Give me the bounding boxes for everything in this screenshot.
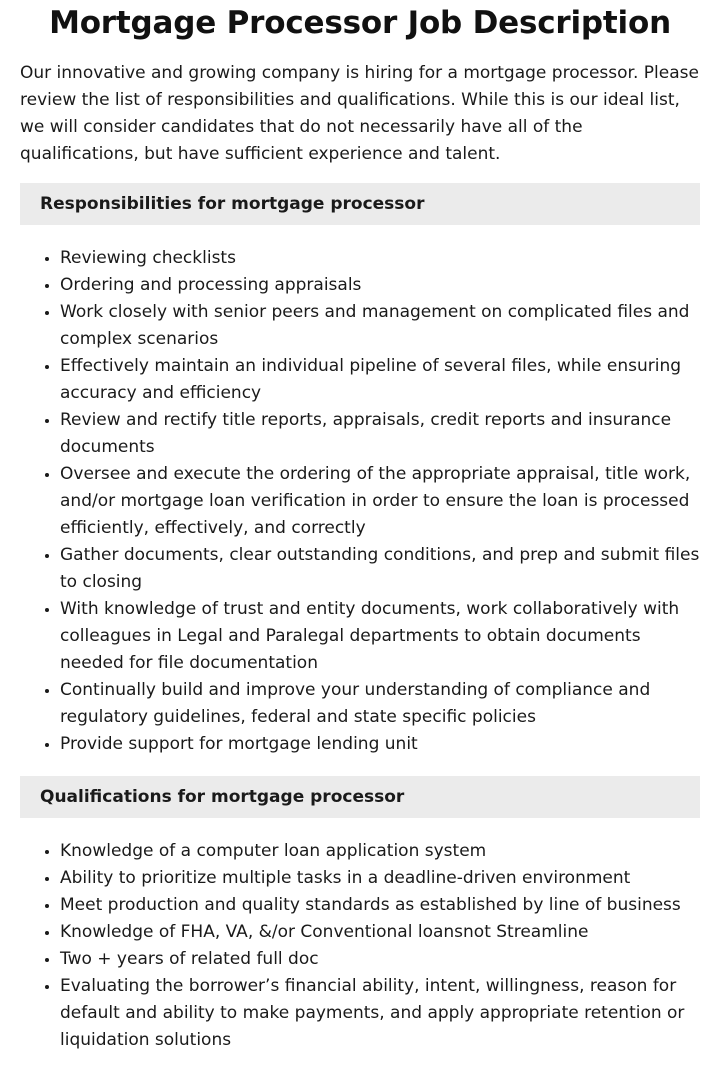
intro-paragraph: Our innovative and growing company is hiring for a mortgage processor. Please review the list of responsibilities and qualifications. While this is our ideal list, we will consider candidates that do not necessarily have all of the qualifications, but have sufficient experience and talent. — [20, 63, 699, 164]
list-item: • Meet production and quality standards as established by line of business — [60, 892, 700, 919]
list-item: • Review and rectify title reports, appraisals, credit reports and insurance documents — [60, 407, 700, 461]
list-item: • Oversee and execute the ordering of the appropriate appraisal, title work, and/or mortgage loan verification in order to ensure the loan is processed efficiently, effectively, and correctly — [60, 461, 700, 542]
list-item: • Reviewing checklists — [60, 245, 700, 272]
list-item: • Work closely with senior peers and management on complicated files and complex scenarios — [60, 299, 700, 353]
list-item: • Two + years of related full doc — [60, 946, 700, 973]
list-item: • With knowledge of trust and entity documents, work collaboratively with colleagues in Legal and Paralegal departments to obtain documents needed for file documentation — [60, 596, 700, 677]
page-title: Mortgage Processor Job Description — [49, 5, 671, 41]
list-item: • Ordering and processing appraisals — [60, 272, 700, 299]
list-item: • Ability to prioritize multiple tasks in a deadline-driven environment — [60, 865, 700, 892]
list-item: • Evaluating the borrower’s financial ability, intent, willingness, reason for default and ability to make payments, and apply appropriate retention or liquidation solutions — [60, 973, 700, 1054]
list-item: • Continually build and improve your understanding of compliance and regulatory guidelines, federal and state specific policies — [60, 677, 700, 731]
qualifications-heading: Qualifications for mortgage processor — [20, 776, 700, 818]
list-item: • Effectively maintain an individual pipeline of several files, while ensuring accuracy and efficiency — [60, 353, 700, 407]
list-item: • Gather documents, clear outstanding conditions, and prep and submit files to closing — [60, 542, 700, 596]
list-item: • Knowledge of FHA, VA, &/or Conventional loansnot Streamline — [60, 919, 700, 946]
list-item: • Knowledge of a computer loan application system — [60, 838, 700, 865]
qualifications-list — [20, 838, 700, 1054]
list-item: • Provide support for mortgage lending unit — [60, 731, 700, 758]
responsibilities-list — [20, 245, 700, 758]
responsibilities-heading: Responsibilities for mortgage processor — [20, 183, 700, 225]
